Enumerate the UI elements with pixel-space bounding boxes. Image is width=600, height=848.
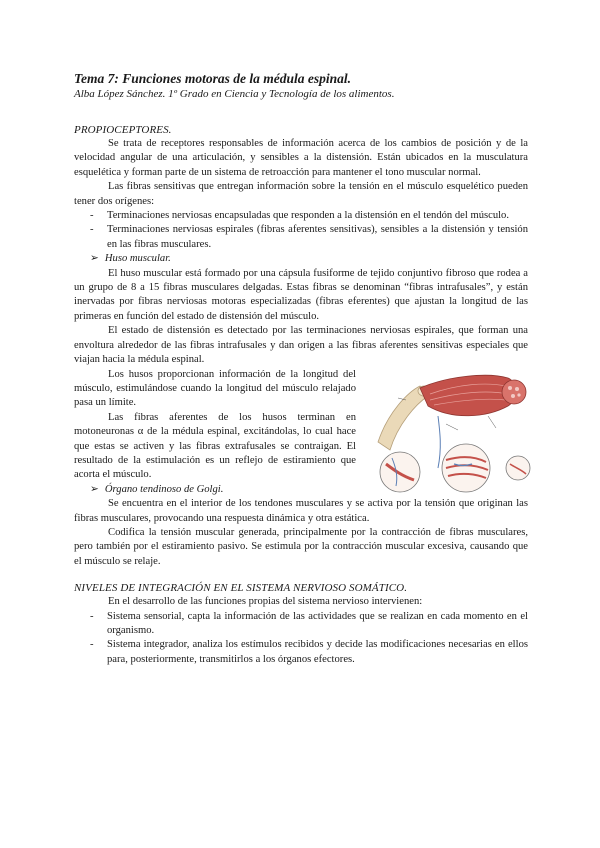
subheading-text: Huso muscular. [104,253,171,265]
list-item-text: Terminaciones nerviosas encapsuladas que responden a la distensión en el tendón del músculo. [107,210,509,222]
arrow-bullet-icon: ➢ [90,483,99,495]
origins-list [74,209,528,252]
arrow-bullet-icon: ➢ [90,253,99,265]
paragraph: Las fibras aferentes de los husos terminan en motoneuronas α de la médula espinal, excitándolas, lo cual hace que estas se activen y las fibras extrafusales se contraigan. El resultado de la estimulación es un reflejo de estiramiento que acorta el músculo. [74,411,356,481]
document-page [74,70,528,667]
paragraph: El estado de distensión es detectado por las terminaciones nerviosas espirales, que forman una envoltura alrededor de las fibras intrafusales y dan origen a las fibras aferentes sensitivas especiales que viajan hacia la médula espinal. [74,325,528,366]
list-item [74,610,528,639]
list-item [74,638,528,667]
dash-marker: - [90,210,94,222]
document-title: Tema 7: Funciones motoras de la médula espinal. [74,71,352,86]
paragraph: Los husos proporcionan información de la longitud del músculo, estimulándose cuando la longitud del músculo relajado pasa un límite. [74,368,356,409]
spacer [74,569,528,581]
niveles-list [74,610,528,668]
paragraph: Se trata de receptores responsables de información acerca de los cambios de posición y de la velocidad angular de una articulación, y sensibles a la distensión. Están ubicados en la musculatura esquelética y forman parte de un sistema de retroacción para mantener el tono muscular normal. [74,138,528,178]
list-item-text: Sistema integrador, analiza los estímulos recibidos y decide las modificaciones necesarias en ellos para, posteriormente, transmitirlos a los órganos efectores. [107,639,528,665]
dash-marker: - [90,610,94,622]
list-item [74,209,528,223]
figure-wrap [74,368,528,483]
list-item-text: Sistema sensorial, capta la información de las actividades que se realizan en cada momento en el organismo. [107,610,528,636]
dash-marker: - [90,224,94,236]
paragraph: El huso muscular está formado por una cápsula fusiforme de tejido conjuntivo fibroso que rodea a un grupo de 8 a 15 fibras musculares delgadas. Estas fibras se denominan “fibras intrafusales”, y están inervadas por fibras nerviosas motoras especializadas (fibras eferentes) que ajustan la longitud de las primeras en función del estado de distensión del músculo. [74,267,528,322]
muscle-spindle-illustration [368,372,536,498]
section-heading-niveles: NIVELES DE INTEGRACIÓN EN EL SISTEMA NERVIOSO SOMÁTICO. [74,582,408,595]
document-subtitle: Alba López Sánchez. 1º Grado en Ciencia y Tecnología de los alimentos. [74,88,395,100]
list-item-text: Terminaciones nerviosas espirales (fibras aferentes sensitivas), sensibles a la distensión y tensión en las fibras musculares. [107,224,528,250]
section-heading-propioceptores: PROPIOCEPTORES. [74,124,172,136]
paragraph: Las fibras sensitivas que entregan información sobre la tensión en el músculo esquelético pueden tener dos orígenes: [74,181,528,207]
paragraph: Codifica la tensión muscular generada, principalmente por la contracción de fibras musculares, pero también por el estiramiento pasivo. Se estimula por la contracción muscular excesiva, causando que el músculo se relaje. [74,526,528,567]
paragraph: Se encuentra en el interior de los tendones musculares y se activa por la tensión que originan las fibras musculares, provocando una respuesta dinámica y otra estática. [74,498,528,524]
subheading-huso-muscular [74,252,528,266]
subheading-text: Órgano tendinoso de Golgi. [104,483,224,495]
paragraph: En el desarrollo de las funciones propias del sistema nervioso intervienen: [108,596,423,608]
dash-marker: - [90,639,94,651]
list-item [74,223,528,252]
